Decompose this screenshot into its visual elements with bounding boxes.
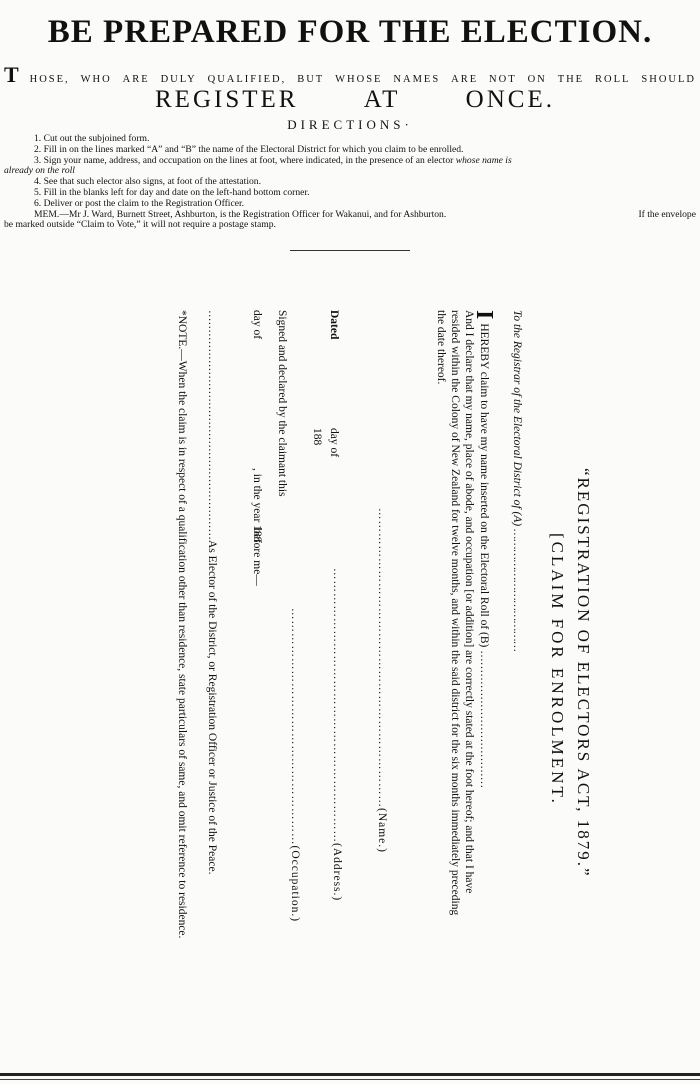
register-word: AT — [363, 86, 401, 113]
subline-word: HOSE, — [29, 74, 70, 85]
directions-title: DIRECTIONS· — [287, 117, 413, 132]
memo-continuation: be marked outside “Claim to Vote,” it will not require a postage stamp. — [4, 219, 276, 231]
subline-word: WHO — [80, 74, 112, 85]
subline-dropcap: T — [4, 62, 19, 87]
signed-day-label: day of — [251, 310, 263, 340]
subline-word: SHOULD — [641, 74, 696, 85]
separator-rule — [290, 250, 410, 251]
direction-item: 1. Cut out the subjoined form. — [34, 133, 150, 144]
claim-body-line: the date thereof. — [435, 310, 447, 385]
subline — [4, 62, 696, 88]
headline: BE PREPARED FOR THE ELECTION. — [47, 14, 653, 50]
signed-declared-line: Signed and declared by the claimant this — [276, 310, 288, 497]
subline-word: ARE — [122, 74, 150, 85]
claim-body-line: resided within the Colony of New Zealand for twelve months, and within the said district for the six months immediately preceding — [449, 310, 461, 916]
subline-word: ON — [527, 74, 547, 85]
subline-word: THE — [557, 74, 585, 85]
subline-word: NAMES — [393, 74, 441, 85]
claim-title: [CLAIM FOR ENROLMENT. — [548, 533, 567, 806]
memo-text: If the envelope — [638, 208, 696, 220]
dated-label: Dated — [328, 310, 340, 340]
register-heading — [155, 86, 555, 114]
name-field: ………………………………………………………………(Name.) — [376, 508, 388, 853]
act-title: “REGISTRATION OF ELECTORS ACT, 1879.” — [574, 468, 593, 878]
day-of-label: day of — [328, 428, 340, 458]
occupation-field: …………………………………………………(Occupation.) — [289, 608, 301, 923]
subline-word: ROLL — [595, 74, 631, 85]
claim-text: HEREBY claim to have my name inserted on the Electoral Roll of (B) ……………………………… — [478, 323, 490, 789]
subline-word: NOT — [489, 74, 517, 85]
enrolment-form — [93, 308, 593, 1028]
registrar-line: To the Registrar of the Electoral District of (A) ……………………………… — [511, 310, 523, 652]
subline-word: WHOSE — [335, 74, 383, 85]
before-me-label: before me— — [251, 528, 263, 586]
direction-italic: already on the roll — [4, 165, 75, 177]
direction-item: 2. Fill in on the lines marked “A” and “B” the name of the Electoral District for which you claim to be enrolled. — [34, 143, 464, 155]
direction-item: 4. See that such elector also signs, at foot of the attestation. — [34, 176, 261, 188]
direction-text: 3. Sign your name, address, and occupation on the lines at foot, where indicated, in the presence of an elector — [34, 154, 454, 166]
subline-word: ARE — [451, 74, 479, 85]
subline-word: DULY — [160, 74, 197, 85]
direction-item — [4, 156, 696, 167]
claim-body-line: And I declare that my name, place of abode, and occupation [or addition] are correctly stated at the foot hereof; and that I have — [463, 310, 475, 894]
year-label: 188 — [311, 428, 323, 446]
claim-initial: I — [471, 310, 497, 320]
subline-word: BUT — [297, 74, 325, 85]
signed-year-label: , in the year 188 — [251, 468, 263, 543]
address-field: …………………………………………………………(Address.) — [331, 568, 343, 902]
register-word: REGISTER — [155, 86, 299, 113]
memo-text: MEM.—Mr J. Ward, Burnett Street, Ashburton, is the Registration Officer for Wakanui, and for Ashburton. — [34, 208, 447, 220]
direction-italic: whose name is — [455, 154, 512, 166]
directions-list — [4, 134, 696, 231]
subline-word: QUALIFIED, — [207, 74, 287, 85]
direction-item: 6. Deliver or post the claim to the Registration Officer. — [34, 197, 245, 209]
direction-item: 5. Fill in the blanks left for day and date on the left-hand bottom corner. — [34, 186, 310, 198]
elector-signature-line: ……………………………………………………As Elector of the District, or Registration Officer or Justice of the Peace. — [206, 310, 218, 875]
bottom-rule — [0, 1073, 700, 1076]
residence-note: *NOTE.—When the claim is in respect of a qualification other than residence, state particulars of same, and omit reference to residence. — [176, 310, 188, 939]
bottom-rule-thin — [0, 1079, 700, 1080]
register-word: ONCE. — [465, 86, 555, 113]
